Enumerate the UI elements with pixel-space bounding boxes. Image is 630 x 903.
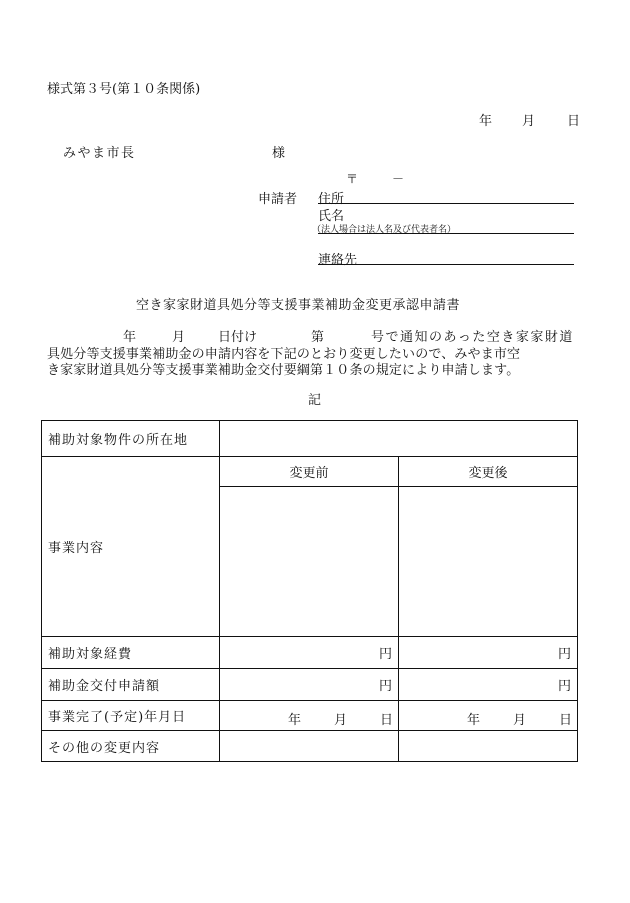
address-line <box>318 203 574 204</box>
applicant-label: 申請者 <box>258 192 298 207</box>
cost-before-yen[interactable]: 円 <box>220 637 399 669</box>
cost-label: 補助対象経費 <box>42 637 220 669</box>
date-day-label: 日 <box>567 114 581 129</box>
project-label: 事業内容 <box>42 457 220 637</box>
table-row <box>42 637 578 669</box>
postal-dash: － <box>392 172 405 186</box>
location-value[interactable] <box>220 421 578 457</box>
name-label: 氏名 <box>318 209 345 224</box>
form-number: 様式第３号(第１０条関係) <box>47 82 201 97</box>
completion-after-year: 年 <box>467 713 481 728</box>
body-line2: 具処分等支援事業補助金の申請内容を下記のとおり変更したいので、みやま市空 <box>47 347 521 362</box>
table-row <box>42 731 578 762</box>
project-before-value[interactable] <box>220 487 399 637</box>
other-label: その他の変更内容 <box>42 731 220 762</box>
body-dated: 日付け <box>218 330 258 345</box>
body-line1-rest: 号で通知のあった空き家家財道 <box>371 330 574 345</box>
body-year: 年 <box>123 330 137 345</box>
completion-label: 事業完了(予定)年月日 <box>42 701 220 731</box>
postal-mark: 〒 <box>346 172 359 186</box>
cost-after-yen[interactable]: 円 <box>399 637 578 669</box>
other-after-value[interactable] <box>399 731 578 762</box>
address-label: 住所 <box>318 192 345 207</box>
project-after-value[interactable] <box>399 487 578 637</box>
other-before-value[interactable] <box>220 731 399 762</box>
addressee-honorific: 様 <box>272 146 286 161</box>
grant-after-yen[interactable]: 円 <box>399 669 578 701</box>
grant-before-yen[interactable]: 円 <box>220 669 399 701</box>
contact-label: 連絡先 <box>318 253 358 268</box>
corp-note: （法人場合は法人名及び代表者名） <box>312 225 457 235</box>
completion-before-month: 月 <box>334 713 348 728</box>
name-line <box>318 233 574 234</box>
completion-after-day: 日 <box>559 713 573 728</box>
table-row <box>42 669 578 701</box>
document-title: 空き家家財道具処分等支援事業補助金変更承認申請書 <box>136 298 461 313</box>
completion-before-day: 日 <box>380 713 394 728</box>
body-month: 月 <box>172 330 186 345</box>
completion-after-date[interactable] <box>399 701 578 731</box>
table-row <box>42 457 578 487</box>
grant-label: 補助金交付申請額 <box>42 669 220 701</box>
completion-before-year: 年 <box>288 713 302 728</box>
ki-heading: 記 <box>308 393 322 408</box>
change-details-table <box>41 420 578 762</box>
addressee: みやま市長 <box>63 146 136 161</box>
col-after-header: 変更後 <box>399 457 578 487</box>
table-row <box>42 421 578 457</box>
completion-before-date[interactable] <box>220 701 399 731</box>
date-month-label: 月 <box>522 114 536 129</box>
body-line3: き家家財道具処分等支援事業補助金交付要綱第１０条の規定により申請します。 <box>47 363 520 378</box>
table-row <box>42 701 578 731</box>
col-before-header: 変更前 <box>220 457 399 487</box>
location-label: 補助対象物件の所在地 <box>42 421 220 457</box>
contact-line <box>318 264 574 265</box>
date-year-label: 年 <box>479 114 493 129</box>
body-no: 第 <box>311 330 325 345</box>
completion-after-month: 月 <box>513 713 527 728</box>
